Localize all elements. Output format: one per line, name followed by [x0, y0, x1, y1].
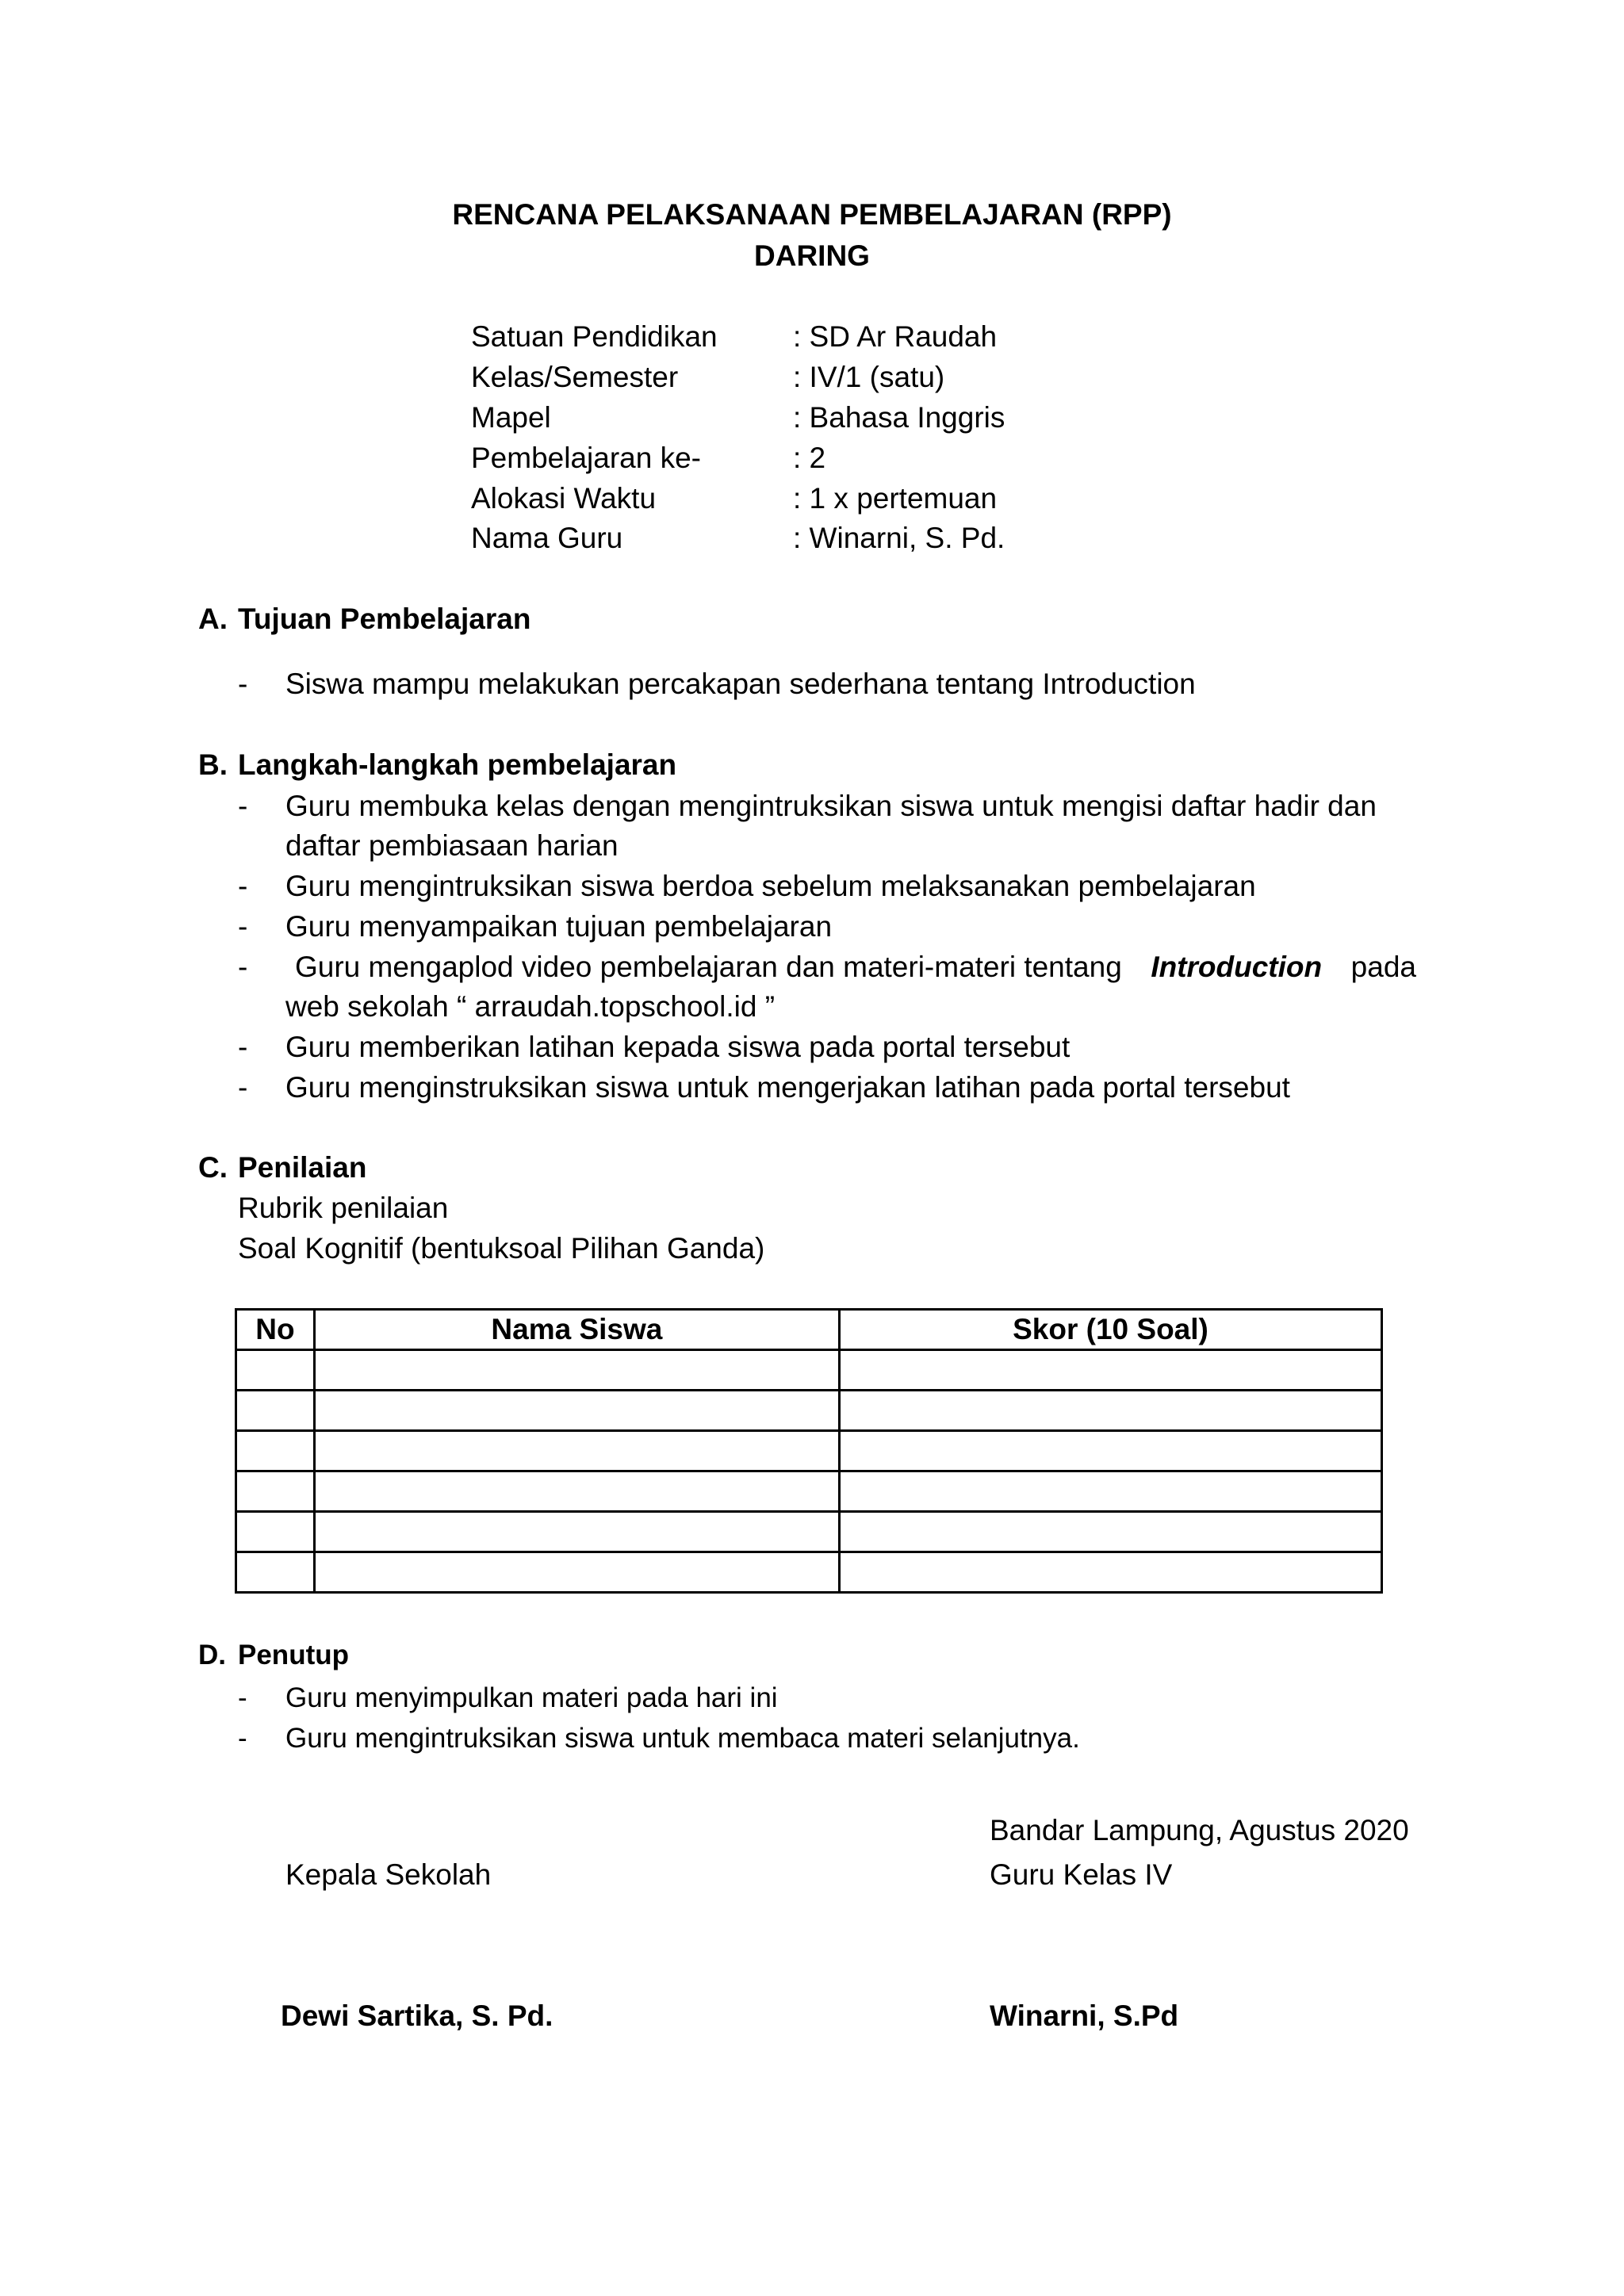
table-cell[interactable] — [839, 1512, 1381, 1552]
bullet-dash: - — [238, 1723, 247, 1754]
section-b-letter: B. — [198, 748, 228, 781]
document-title: RENCANA PELAKSANAAN PEMBELAJARAN (RPP) — [452, 198, 1172, 231]
rubric-label: Rubrik penilaian — [238, 1192, 449, 1224]
section-b-item-continued: web sekolah “ arraudah.topschool.id ” — [285, 990, 776, 1023]
identity-label: Satuan Pendidikan — [471, 320, 718, 353]
bullet-dash: - — [238, 1031, 248, 1063]
section-d-heading: Penutup — [238, 1640, 349, 1670]
principal-role: Kepala Sekolah — [285, 1858, 492, 1891]
table-cell[interactable] — [314, 1471, 839, 1512]
teacher-name: Winarni, S.Pd — [990, 1999, 1179, 2032]
section-c-heading: Penilaian — [238, 1151, 367, 1184]
identity-label: Kelas/Semester — [471, 361, 679, 393]
table-row — [236, 1431, 1382, 1471]
principal-name: Dewi Sartika, S. Pd. — [281, 1999, 553, 2032]
table-cell[interactable] — [839, 1431, 1381, 1471]
section-d-letter: D. — [198, 1640, 226, 1670]
table-cell[interactable] — [236, 1350, 315, 1391]
document-subtitle: DARING — [754, 239, 870, 272]
identity-label: Mapel — [471, 401, 551, 434]
table-row — [236, 1391, 1382, 1431]
section-b-item: Guru membuka kelas dengan mengintruksikan siswa untuk mengisi daftar hadir dan — [285, 790, 1377, 822]
identity-value: : Bahasa Inggris — [793, 401, 1005, 434]
section-b-item: Guru menyampaikan tujuan pembelajaran — [285, 910, 833, 943]
section-b-item: Guru mengintruksikan siswa berdoa sebelum melaksanakan pembelajaran — [285, 870, 1256, 902]
section-b-item: Guru menginstruksikan siswa untuk mengerjakan latihan pada portal tersebut — [285, 1071, 1290, 1104]
table-cell[interactable] — [236, 1391, 315, 1431]
identity-label: Pembelajaran ke- — [471, 442, 701, 474]
bullet-dash: - — [238, 1071, 248, 1104]
identity-value: : SD Ar Raudah — [793, 320, 998, 353]
question-type-label: Soal Kognitif (bentuksoal Pilihan Ganda) — [238, 1232, 765, 1265]
table-cell[interactable] — [314, 1350, 839, 1391]
section-a-heading: Tujuan Pembelajaran — [238, 603, 531, 635]
bullet-dash: - — [238, 790, 248, 822]
section-b-item-upload — [295, 951, 1416, 984]
identity-value: : IV/1 (satu) — [793, 361, 945, 393]
identity-label: Alokasi Waktu — [471, 482, 657, 515]
table-row — [236, 1471, 1382, 1512]
table-cell[interactable] — [236, 1431, 315, 1471]
column-header-score: Skor (10 Soal) — [839, 1310, 1381, 1350]
section-d-item: Guru menyimpulkan materi pada hari ini — [285, 1682, 778, 1713]
table-cell[interactable] — [236, 1512, 315, 1552]
column-header-no: No — [236, 1310, 315, 1350]
table-cell[interactable] — [839, 1391, 1381, 1431]
rubric-table — [235, 1308, 1383, 1594]
table-row — [236, 1350, 1382, 1391]
place-date: Bandar Lampung, Agustus 2020 — [990, 1814, 1409, 1846]
table-cell[interactable] — [839, 1552, 1381, 1593]
table-cell[interactable] — [314, 1552, 839, 1593]
table-cell[interactable] — [314, 1512, 839, 1552]
identity-value: : 2 — [793, 442, 826, 474]
identity-value: : Winarni, S. Pd. — [793, 522, 1005, 554]
bullet-dash: - — [238, 951, 248, 983]
bullet-dash: - — [238, 668, 248, 700]
bullet-dash: - — [238, 910, 248, 943]
section-b-item-continued: daftar pembiasaan harian — [285, 829, 619, 862]
upload-text-part2: pada — [1350, 951, 1416, 983]
table-cell[interactable] — [236, 1552, 315, 1593]
section-a-item: Siswa mampu melakukan percakapan sederhana tentang Introduction — [285, 668, 1196, 700]
section-b-item: Guru memberikan latihan kepada siswa pada portal tersebut — [285, 1031, 1071, 1063]
introduction-emphasis: Introduction — [1151, 951, 1323, 983]
table-row — [236, 1552, 1382, 1593]
column-header-name: Nama Siswa — [314, 1310, 839, 1350]
identity-label: Nama Guru — [471, 522, 623, 554]
section-c-letter: C. — [198, 1151, 228, 1184]
section-d-item: Guru mengintruksikan siswa untuk membaca materi selanjutnya. — [285, 1723, 1080, 1754]
upload-text-part1: Guru mengaplod video pembelajaran dan materi-materi tentang — [295, 951, 1122, 983]
identity-value: : 1 x pertemuan — [793, 482, 998, 515]
table-cell[interactable] — [839, 1471, 1381, 1512]
table-cell[interactable] — [236, 1471, 315, 1512]
table-row — [236, 1512, 1382, 1552]
table-cell[interactable] — [839, 1350, 1381, 1391]
table-header-row — [236, 1310, 1382, 1350]
bullet-dash: - — [238, 1682, 247, 1713]
bullet-dash: - — [238, 870, 248, 902]
table-cell[interactable] — [314, 1391, 839, 1431]
section-b-heading: Langkah-langkah pembelajaran — [238, 748, 677, 781]
table-cell[interactable] — [314, 1431, 839, 1471]
teacher-role: Guru Kelas IV — [990, 1858, 1173, 1891]
section-a-letter: A. — [198, 603, 228, 635]
